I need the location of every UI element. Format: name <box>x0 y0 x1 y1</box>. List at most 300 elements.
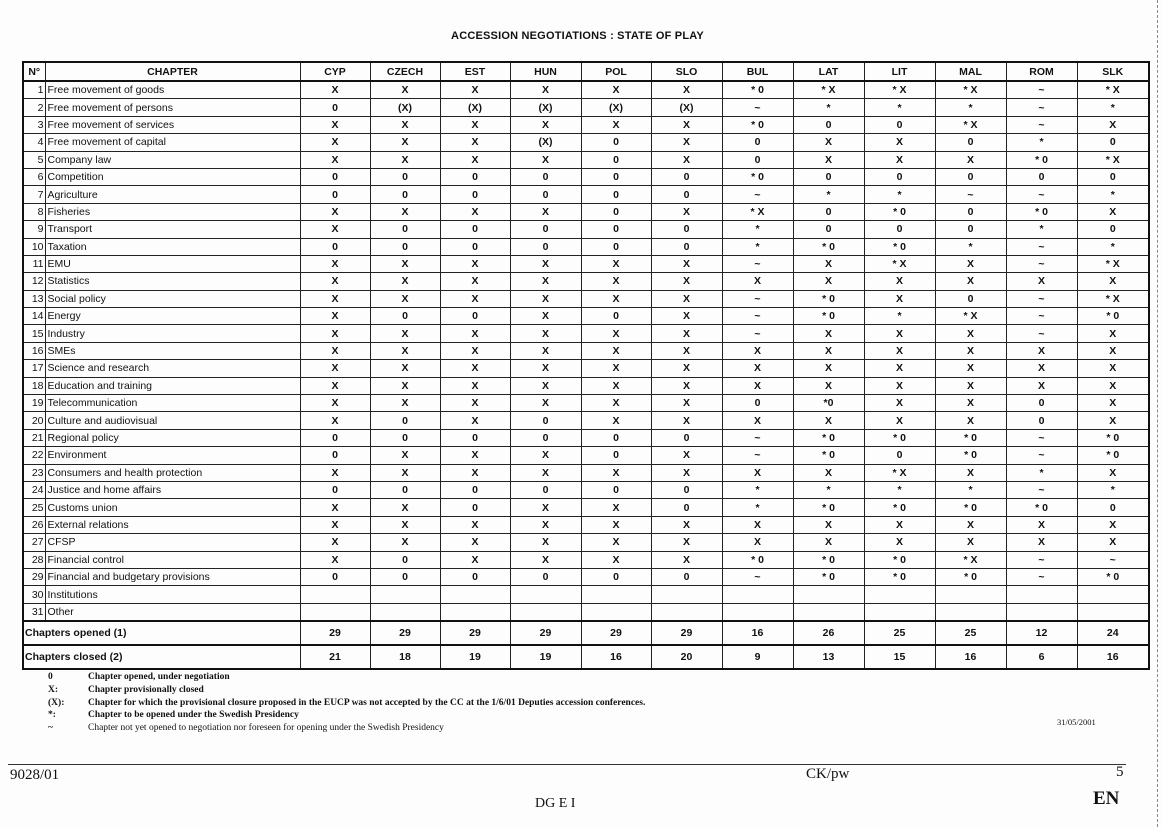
chapter-name: External relations <box>45 516 300 533</box>
status-cell: X <box>793 273 864 290</box>
status-cell: X <box>370 464 440 481</box>
status-cell: X <box>370 151 440 168</box>
status-cell: X <box>370 116 440 133</box>
status-cell: 0 <box>581 151 651 168</box>
status-cell: ~ <box>722 255 793 272</box>
column-header: ROM <box>1006 62 1077 81</box>
table-row <box>23 325 1149 342</box>
status-cell: ~ <box>722 429 793 446</box>
status-cell: X <box>864 516 935 533</box>
status-cell: 0 <box>651 221 722 238</box>
status-cell: * X <box>1077 151 1149 168</box>
status-cell: 0 <box>300 186 370 203</box>
column-header: EST <box>440 62 510 81</box>
status-cell: X <box>935 273 1006 290</box>
status-cell: 0 <box>370 308 440 325</box>
status-cell: 0 <box>370 238 440 255</box>
language-code: EN <box>1093 788 1120 809</box>
status-cell: X <box>864 360 935 377</box>
status-cell: 0 <box>651 481 722 498</box>
status-cell: X <box>370 360 440 377</box>
table-row <box>23 586 1149 603</box>
status-cell: 0 <box>581 134 651 151</box>
status-cell: ~ <box>1006 308 1077 325</box>
table-row <box>23 308 1149 325</box>
status-cell: X <box>300 534 370 551</box>
status-cell: X <box>651 551 722 568</box>
chapter-number: 13 <box>23 290 45 307</box>
summary-count: 6 <box>1006 645 1077 669</box>
status-cell: X <box>581 395 651 412</box>
status-cell: * <box>864 481 935 498</box>
status-cell: X <box>1077 116 1149 133</box>
legend-item <box>48 722 645 735</box>
status-cell: 0 <box>370 551 440 568</box>
status-cell: X <box>510 81 581 99</box>
status-cell: 0 <box>510 221 581 238</box>
table-row <box>23 273 1149 290</box>
legend-symbol: *: <box>48 710 56 721</box>
status-cell: X <box>793 534 864 551</box>
status-cell: 0 <box>1077 221 1149 238</box>
status-cell <box>440 586 510 603</box>
status-cell: * 0 <box>1077 429 1149 446</box>
status-cell: X <box>651 325 722 342</box>
chapter-name: Regional policy <box>45 429 300 446</box>
status-cell: X <box>651 447 722 464</box>
status-cell: X <box>935 534 1006 551</box>
column-header: N° <box>23 62 45 81</box>
status-cell: X <box>793 412 864 429</box>
status-cell: X <box>370 447 440 464</box>
status-cell: * 0 <box>864 551 935 568</box>
status-cell: X <box>440 412 510 429</box>
status-cell: X <box>300 360 370 377</box>
legend-description: Chapter provisionally closed <box>88 684 204 695</box>
status-cell <box>510 603 581 621</box>
status-cell: 0 <box>581 221 651 238</box>
status-cell: X <box>651 464 722 481</box>
status-cell: 0 <box>1077 134 1149 151</box>
status-cell: 0 <box>510 412 581 429</box>
summary-count: 15 <box>864 645 935 669</box>
status-cell: 0 <box>370 429 440 446</box>
status-cell: 0 <box>651 168 722 185</box>
status-cell: 0 <box>370 221 440 238</box>
status-cell: X <box>864 342 935 359</box>
status-cell: ~ <box>1006 325 1077 342</box>
status-cell: * <box>1006 221 1077 238</box>
status-cell: X <box>1006 516 1077 533</box>
status-cell <box>1006 586 1077 603</box>
status-cell: * <box>1077 186 1149 203</box>
summary-count: 29 <box>440 621 510 645</box>
status-cell: * <box>935 238 1006 255</box>
status-cell: 0 <box>722 151 793 168</box>
chapter-name: Fisheries <box>45 203 300 220</box>
status-cell: X <box>300 134 370 151</box>
status-cell: * 0 <box>1077 447 1149 464</box>
chapter-name: Financial control <box>45 551 300 568</box>
chapter-name: Culture and audiovisual <box>45 412 300 429</box>
status-cell: 0 <box>651 499 722 516</box>
status-cell: X <box>581 255 651 272</box>
status-cell: ~ <box>1006 290 1077 307</box>
table-row <box>23 221 1149 238</box>
chapter-number: 11 <box>23 255 45 272</box>
chapter-name: Competition <box>45 168 300 185</box>
status-cell: * <box>935 481 1006 498</box>
column-header: CYP <box>300 62 370 81</box>
status-cell: ~ <box>1006 81 1077 99</box>
table-row <box>23 81 1149 99</box>
status-cell: * 0 <box>793 308 864 325</box>
status-cell: * X <box>722 203 793 220</box>
status-cell: X <box>651 273 722 290</box>
status-cell: X <box>370 81 440 99</box>
table-row <box>23 551 1149 568</box>
status-cell: X <box>581 273 651 290</box>
status-cell: X <box>300 81 370 99</box>
column-header: BUL <box>722 62 793 81</box>
chapter-number: 12 <box>23 273 45 290</box>
status-cell: ~ <box>722 290 793 307</box>
status-cell: 0 <box>1077 168 1149 185</box>
summary-count: 24 <box>1077 621 1149 645</box>
status-cell: 0 <box>864 221 935 238</box>
status-cell: X <box>440 134 510 151</box>
legend-description: Chapter for which the provisional closure proposed in the EUCP was not accepted by the CC at the 1/6/01 Deputies accession conferences. <box>88 697 646 708</box>
status-cell: X <box>935 464 1006 481</box>
status-cell: 0 <box>440 186 510 203</box>
status-cell: X <box>1077 360 1149 377</box>
status-cell: X <box>510 255 581 272</box>
status-cell: X <box>581 342 651 359</box>
status-cell: 0 <box>440 499 510 516</box>
chapter-name: SMEs <box>45 342 300 359</box>
summary-count: 29 <box>581 621 651 645</box>
status-cell: X <box>440 534 510 551</box>
summary-count: 29 <box>651 621 722 645</box>
legend-symbol: ~ <box>48 723 53 734</box>
status-cell: X <box>793 342 864 359</box>
chapter-number: 2 <box>23 99 45 116</box>
table-header-row <box>23 62 1149 81</box>
status-cell: X <box>370 255 440 272</box>
status-cell: * <box>1077 238 1149 255</box>
status-cell: X <box>722 273 793 290</box>
status-cell: X <box>300 203 370 220</box>
status-cell: X <box>1077 342 1149 359</box>
status-cell: X <box>581 377 651 394</box>
chapter-number: 8 <box>23 203 45 220</box>
chapter-name: Free movement of services <box>45 116 300 133</box>
status-cell: X <box>651 203 722 220</box>
status-cell: X <box>510 534 581 551</box>
status-cell: 0 <box>370 481 440 498</box>
status-cell: 0 <box>1006 168 1077 185</box>
status-cell: X <box>370 325 440 342</box>
summary-count: 20 <box>651 645 722 669</box>
table-row <box>23 99 1149 116</box>
status-cell <box>864 586 935 603</box>
chapter-number: 20 <box>23 412 45 429</box>
status-cell: 0 <box>510 568 581 585</box>
status-cell: X <box>793 377 864 394</box>
status-cell: X <box>510 325 581 342</box>
chapter-number: 4 <box>23 134 45 151</box>
status-cell: ~ <box>722 447 793 464</box>
status-cell: * 0 <box>935 499 1006 516</box>
status-cell: 0 <box>651 238 722 255</box>
status-cell: X <box>510 377 581 394</box>
directorate: DG E I <box>535 796 576 811</box>
status-cell: X <box>651 81 722 99</box>
table-row <box>23 116 1149 133</box>
chapter-name: Justice and home affairs <box>45 481 300 498</box>
status-cell: X <box>722 464 793 481</box>
status-cell: * 0 <box>793 568 864 585</box>
table-row <box>23 534 1149 551</box>
status-cell: X <box>864 273 935 290</box>
legend-symbol: (X): <box>48 697 65 708</box>
status-cell: X <box>510 116 581 133</box>
status-cell: 0 <box>935 221 1006 238</box>
status-cell: X <box>440 447 510 464</box>
status-cell: 0 <box>510 238 581 255</box>
legend-item <box>48 684 645 697</box>
chapter-number: 3 <box>23 116 45 133</box>
status-cell: ~ <box>722 186 793 203</box>
status-cell: 0 <box>440 481 510 498</box>
status-cell: X <box>793 464 864 481</box>
status-cell: 0 <box>581 447 651 464</box>
status-cell: * <box>1077 99 1149 116</box>
status-cell: X <box>864 151 935 168</box>
status-cell: * X <box>864 81 935 99</box>
status-cell: 0 <box>793 221 864 238</box>
legend-item <box>48 671 645 684</box>
status-cell: X <box>370 134 440 151</box>
status-cell <box>651 603 722 621</box>
status-cell: * 0 <box>793 429 864 446</box>
status-cell: ~ <box>1006 186 1077 203</box>
status-cell: X <box>510 273 581 290</box>
status-cell: X <box>370 342 440 359</box>
status-cell: ~ <box>722 308 793 325</box>
table-row <box>23 481 1149 498</box>
chapter-number: 19 <box>23 395 45 412</box>
summary-count: 26 <box>793 621 864 645</box>
status-cell: X <box>300 255 370 272</box>
status-cell: X <box>1077 516 1149 533</box>
status-cell: X <box>1077 377 1149 394</box>
status-cell: 0 <box>864 447 935 464</box>
summary-count: 19 <box>510 645 581 669</box>
status-cell: 0 <box>370 568 440 585</box>
status-cell: X <box>510 516 581 533</box>
table-row <box>23 168 1149 185</box>
status-cell: X <box>935 360 1006 377</box>
status-cell: X <box>581 464 651 481</box>
chapter-number: 26 <box>23 516 45 533</box>
status-cell: 0 <box>581 308 651 325</box>
status-cell: 0 <box>935 203 1006 220</box>
status-cell: 0 <box>793 168 864 185</box>
status-cell: X <box>440 360 510 377</box>
status-cell: (X) <box>651 99 722 116</box>
chapter-number: 10 <box>23 238 45 255</box>
status-cell: X <box>935 516 1006 533</box>
table-row <box>23 186 1149 203</box>
table-row <box>23 499 1149 516</box>
status-cell: X <box>440 81 510 99</box>
status-cell: * 0 <box>935 429 1006 446</box>
status-cell: X <box>793 255 864 272</box>
summary-row <box>23 621 1149 645</box>
status-cell: X <box>300 151 370 168</box>
legend-item <box>48 709 645 722</box>
status-cell: X <box>510 151 581 168</box>
status-cell: 0 <box>1077 499 1149 516</box>
column-header: SLK <box>1077 62 1149 81</box>
status-cell: X <box>300 308 370 325</box>
status-cell: ~ <box>722 568 793 585</box>
status-cell <box>370 603 440 621</box>
status-cell: * 0 <box>935 568 1006 585</box>
status-cell: * <box>935 99 1006 116</box>
status-cell: * X <box>793 81 864 99</box>
status-cell: X <box>935 342 1006 359</box>
status-cell: X <box>864 377 935 394</box>
status-cell <box>935 586 1006 603</box>
status-cell: 0 <box>793 203 864 220</box>
status-cell: ~ <box>722 325 793 342</box>
status-cell: X <box>793 151 864 168</box>
status-cell: 0 <box>440 429 510 446</box>
status-cell: X <box>651 377 722 394</box>
status-cell: X <box>510 203 581 220</box>
chapter-number: 25 <box>23 499 45 516</box>
table-row <box>23 603 1149 621</box>
status-cell: X <box>510 360 581 377</box>
chapter-number: 14 <box>23 308 45 325</box>
status-cell: 0 <box>651 186 722 203</box>
status-cell: * <box>864 99 935 116</box>
column-header: CHAPTER <box>45 62 300 81</box>
status-cell: X <box>793 134 864 151</box>
status-cell: * X <box>864 255 935 272</box>
status-cell: X <box>1006 534 1077 551</box>
chapter-number: 21 <box>23 429 45 446</box>
document-reference: 9028/01 <box>10 767 60 783</box>
chapter-name: Taxation <box>45 238 300 255</box>
chapter-name: Statistics <box>45 273 300 290</box>
status-cell: ~ <box>1006 116 1077 133</box>
status-cell: * <box>793 481 864 498</box>
status-cell: 0 <box>510 481 581 498</box>
status-cell: X <box>651 534 722 551</box>
chapter-number: 28 <box>23 551 45 568</box>
status-cell <box>510 586 581 603</box>
status-cell: X <box>935 325 1006 342</box>
status-cell: 0 <box>300 99 370 116</box>
chapter-name: Company law <box>45 151 300 168</box>
status-cell: * X <box>935 551 1006 568</box>
status-cell: X <box>440 516 510 533</box>
legend-symbol: X: <box>48 684 59 695</box>
status-cell <box>722 603 793 621</box>
status-cell: X <box>370 377 440 394</box>
status-cell: 0 <box>440 308 510 325</box>
status-cell: X <box>1006 377 1077 394</box>
status-cell: * <box>793 99 864 116</box>
status-cell: X <box>1077 273 1149 290</box>
status-cell: * 0 <box>864 429 935 446</box>
status-cell: ~ <box>1006 551 1077 568</box>
status-cell: X <box>510 499 581 516</box>
status-cell: * 0 <box>864 568 935 585</box>
status-cell: ~ <box>935 186 1006 203</box>
status-cell: X <box>440 342 510 359</box>
summary-count: 29 <box>300 621 370 645</box>
status-cell: 0 <box>370 168 440 185</box>
chapter-number: 6 <box>23 168 45 185</box>
status-cell <box>370 586 440 603</box>
chapter-name: Social policy <box>45 290 300 307</box>
status-cell: * <box>793 186 864 203</box>
status-cell: X <box>300 221 370 238</box>
status-cell: 0 <box>651 429 722 446</box>
chapter-name: CFSP <box>45 534 300 551</box>
status-cell: 0 <box>935 168 1006 185</box>
status-cell: X <box>300 116 370 133</box>
status-cell: X <box>440 551 510 568</box>
status-cell: X <box>510 447 581 464</box>
status-cell: * <box>1006 464 1077 481</box>
status-cell: (X) <box>510 134 581 151</box>
status-cell: 0 <box>581 186 651 203</box>
status-cell: * 0 <box>1077 568 1149 585</box>
status-cell: X <box>722 360 793 377</box>
status-cell: 0 <box>440 568 510 585</box>
status-cell: 0 <box>581 238 651 255</box>
status-cell: ~ <box>722 99 793 116</box>
status-cell: X <box>300 377 370 394</box>
status-cell: 0 <box>300 481 370 498</box>
status-cell: X <box>722 412 793 429</box>
status-cell: X <box>651 308 722 325</box>
status-cell: X <box>864 534 935 551</box>
status-cell: * 0 <box>793 447 864 464</box>
status-cell: * X <box>1077 81 1149 99</box>
table-row <box>23 464 1149 481</box>
legend-description: Chapter opened, under negotiation <box>88 672 230 682</box>
table-row <box>23 395 1149 412</box>
status-cell: * 0 <box>722 81 793 99</box>
status-cell: * <box>1006 134 1077 151</box>
status-cell: * X <box>935 308 1006 325</box>
status-cell: X <box>651 395 722 412</box>
status-cell: 0 <box>581 168 651 185</box>
status-cell: 0 <box>440 221 510 238</box>
status-cell: X <box>300 273 370 290</box>
status-cell: X <box>440 255 510 272</box>
summary-count: 25 <box>935 621 1006 645</box>
table-row <box>23 255 1149 272</box>
status-cell: X <box>440 290 510 307</box>
status-cell <box>1077 586 1149 603</box>
